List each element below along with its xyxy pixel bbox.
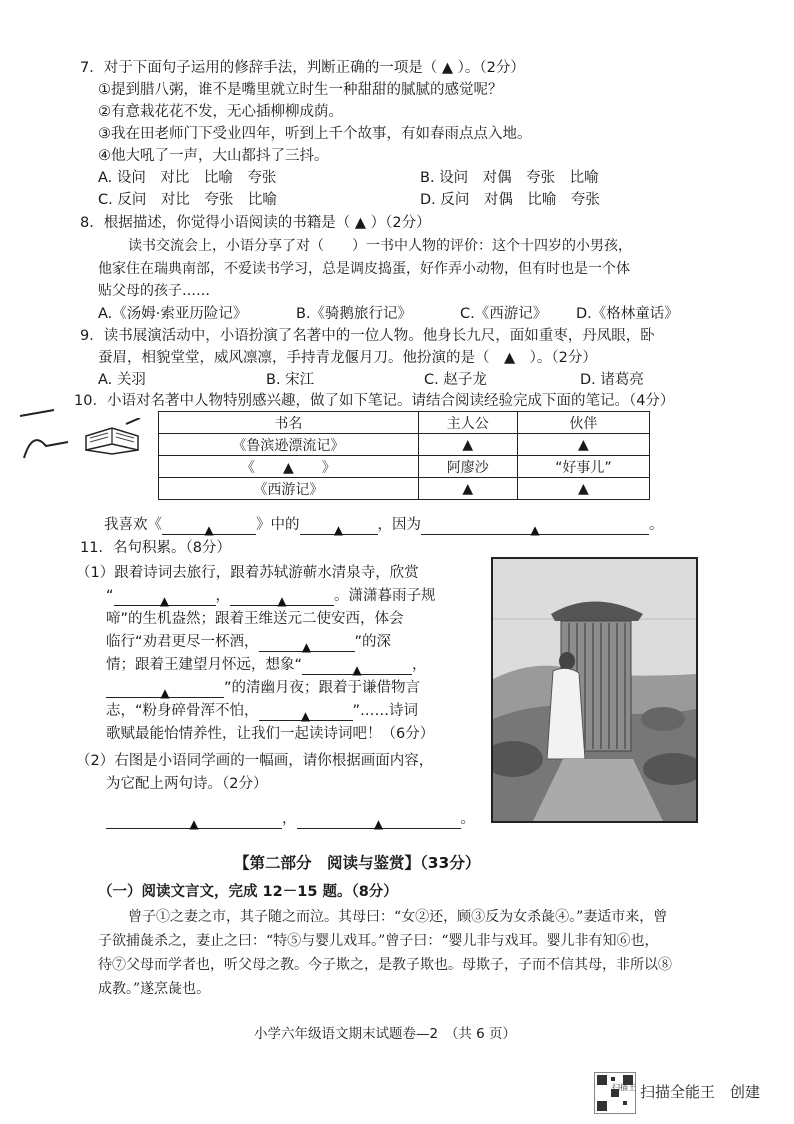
q7-sentence-2: ②有意栽花花不发，无心插柳柳成荫。 (98, 104, 343, 120)
cell-protagonist: 阿廖沙 (418, 456, 517, 478)
q9-option-d[interactable]: D. 诸葛亮 (580, 372, 644, 388)
q8-option-a[interactable]: A.《汤姆·索亚历险记》 (98, 306, 248, 322)
q7-option-c[interactable]: C. 反问 对比 夸张 比喻 (98, 192, 277, 208)
q11-part1-line-5: 情；跟着王建望月怀远，想象“ ▲ ， (106, 657, 427, 677)
qr-label: 扫描王 (612, 1083, 636, 1092)
q8-passage-line-2: 他家住在瑞典南部，不爱读书学习，总是调皮捣蛋，好作弄小动物，但有时也是一个体 (98, 261, 630, 277)
q9-option-a[interactable]: A. 关羽 (98, 372, 146, 388)
poem-answer-blank-1[interactable]: ▲ (106, 812, 282, 829)
q11-stem: 11．名句积累。（8分） (80, 540, 231, 556)
handwritten-pen-marks (16, 402, 72, 462)
q11-part1-line-8: 歌赋最能怡情养性，让我们一起读诗词吧！（6分） (106, 726, 435, 742)
poem-blank-3[interactable]: ▲ (259, 635, 355, 652)
q11-part1-line-7: 志，“粉身碎骨浑不怕， ▲ ”……诗词 (106, 703, 419, 723)
q8-option-c[interactable]: C.《西游记》 (460, 306, 548, 322)
cell-book: 《鲁滨逊漂流记》 (159, 434, 419, 456)
table-row (159, 434, 650, 456)
q10-stem: 10．小语对名著中人物特别感兴趣，做了如下笔记。请结合阅读经验完成下面的笔记。（4分） (74, 393, 675, 409)
q8-option-b[interactable]: B.《骑鹅旅行记》 (296, 306, 413, 322)
section-2-title: 【第二部分 阅读与鉴赏】（33分） (234, 854, 481, 872)
cell-book-blank[interactable]: 《 ▲ 》 (159, 456, 419, 478)
open-book-icon (82, 418, 144, 456)
header-companion: 伙伴 (517, 412, 649, 434)
reading-notes-table (158, 411, 650, 500)
scanner-watermark: 扫描全能王 创建 (640, 1083, 761, 1101)
q7-sentence-4: ④他大吼了一声，大山都抖了三抖。 (98, 148, 329, 164)
q7-stem: 7．对于下面句子运用的修辞手法，判断正确的一项是（ ▲ ）。（2分） (80, 60, 525, 76)
q9-option-c[interactable]: C. 赵子龙 (424, 372, 487, 388)
q8-option-d[interactable]: D.《格林童话》 (576, 306, 679, 322)
cell-companion-blank[interactable]: ▲ (517, 478, 649, 500)
section-2-subtitle: （一）阅读文言文，完成 12－15 题。（8分） (98, 884, 398, 900)
q7-sentence-3: ③我在田老师门下受业四年，听到上千个故事，有如春雨点点入地。 (98, 126, 532, 142)
poem-answer-blank-2[interactable]: ▲ (297, 812, 461, 829)
q9-line-1: 9．读书展演活动中，小语扮演了名著中的一位人物。他身长九尺，面如重枣，丹凤眼，卧 (80, 328, 655, 344)
q11-part1-line-6: ▲ ”的清幽月夜；跟着于谦借物言 (106, 678, 420, 698)
q10-favorite-line: 我喜欢《 ▲ 》中的 ▲ ，因为 ▲ 。 (104, 517, 664, 537)
poem-blank-1[interactable]: ▲ (114, 589, 216, 606)
table-row (159, 456, 650, 478)
page-footer: 小学六年级语文期末试题卷—2 （共 6 页） (254, 1026, 517, 1042)
classical-text-line-1: 曾子①之妻之市，其子随之而泣。其母曰：“女②还，顾③反为女杀彘④。”妻适市来，曾 (128, 909, 668, 925)
q7-option-b[interactable]: B. 设问 对偶 夸张 比喻 (420, 170, 599, 186)
student-drawing-image (491, 557, 698, 823)
poem-blank-2[interactable]: ▲ (230, 589, 334, 606)
q11-part2-line-1: （2）右图是小语同学画的一幅画，请你根据画面内容， (76, 753, 434, 769)
q11-part1-line-4: 临行“劝君更尽一杯酒， ▲ ”的深 (106, 634, 392, 654)
header-book-title: 书名 (159, 412, 419, 434)
q11-poem-answer-line: ▲ ， ▲ 。 (106, 809, 475, 829)
cell-protagonist-blank[interactable]: ▲ (418, 434, 517, 456)
classical-text-line-2: 子欲捕彘杀之，妻止之曰：“特⑤与婴儿戏耳。”曾子曰：“婴儿非与戏耳。婴儿非有知⑥也， (98, 933, 659, 949)
classical-text-line-3: 待⑦父母而学者也，听父母之教。今子欺之，是教子欺也。母欺子，子而不信其母，非所以⑧ (98, 957, 672, 973)
table-row (159, 478, 650, 500)
table-header-row (159, 412, 650, 434)
q7-option-d[interactable]: D. 反问 对偶 比喻 夸张 (420, 192, 600, 208)
cell-companion: “好事儿” (517, 456, 649, 478)
poem-blank-6[interactable]: ▲ (259, 704, 353, 721)
q11-part1-line-1: （1）跟着诗词去旅行，跟着苏轼游蕲水清泉寺，欣赏 (76, 565, 419, 581)
cell-book: 《西游记》 (159, 478, 419, 500)
cell-companion-blank[interactable]: ▲ (517, 434, 649, 456)
favorite-character-blank[interactable]: ▲ (300, 518, 378, 535)
poem-blank-4[interactable]: ▲ (302, 658, 412, 675)
q7-sentence-1: ①提到腊八粥，谁不是嘴里就立时生一种甜甜的腻腻的感觉呢？ (98, 82, 503, 98)
q9-line-2: 蚕眉，相貌堂堂，威风凛凛，手持青龙偃月刀。他扮演的是（ ▲ ）。（2分） (98, 350, 597, 366)
q11-part1-line-2: “ ▲ ， ▲ 。潇潇暮雨子规 (106, 588, 436, 608)
header-protagonist: 主人公 (418, 412, 517, 434)
q8-stem: 8．根据描述，你觉得小语阅读的书籍是（ ▲ ）（2分） (80, 215, 431, 231)
q9-option-b[interactable]: B. 宋江 (266, 372, 315, 388)
q11-part1-line-3: 啼”的生机盎然；跟着王维送元二使安西，体会 (106, 611, 404, 627)
favorite-book-blank[interactable]: ▲ (162, 518, 256, 535)
cell-protagonist-blank[interactable]: ▲ (418, 478, 517, 500)
classical-text-line-4: 成教。”遂烹彘也。 (98, 981, 211, 997)
favorite-reason-blank[interactable]: ▲ (421, 518, 649, 535)
q8-passage-line-1: 读书交流会上，小语分享了对（ ）一书中人物的评价：这个十四岁的小男孩， (128, 238, 632, 254)
q11-part2-line-2: 为它配上两句诗。（2分） (106, 776, 268, 792)
q8-passage-line-3: 贴父母的孩子…… (98, 283, 210, 299)
poem-blank-5[interactable]: ▲ (106, 681, 224, 698)
q7-option-a[interactable]: A. 设问 对比 比喻 夸张 (98, 170, 277, 186)
